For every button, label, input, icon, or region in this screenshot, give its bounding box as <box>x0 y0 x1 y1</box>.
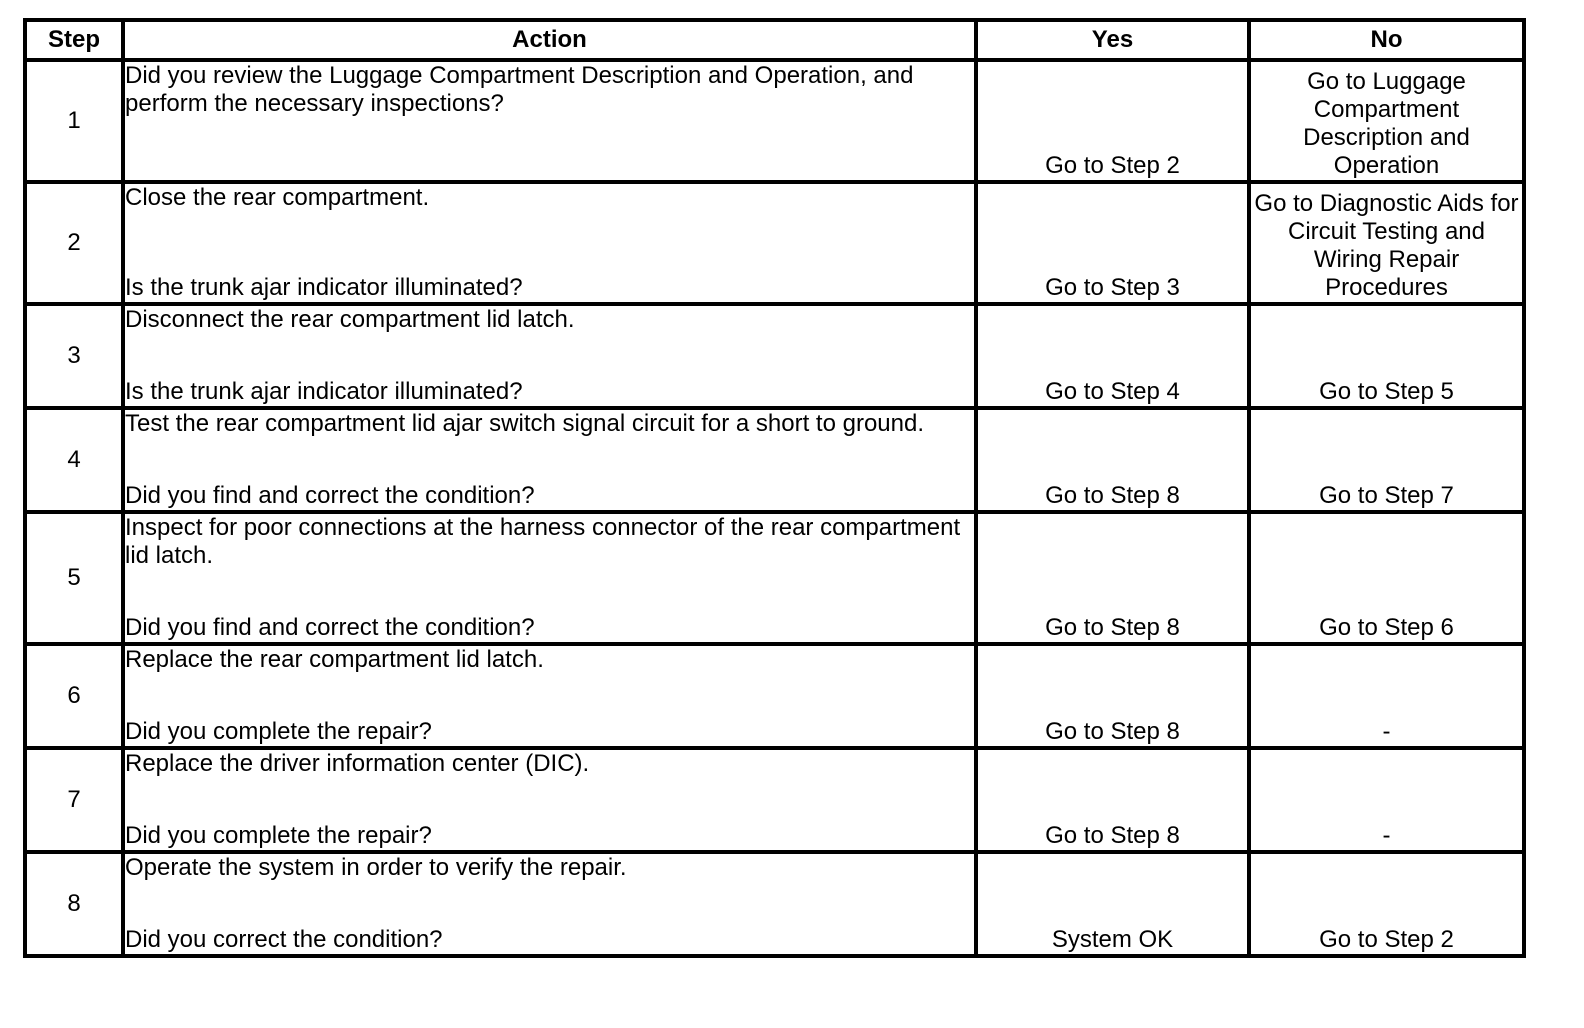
yes-result: Go to Step 8 <box>976 408 1249 512</box>
table-row <box>25 304 1524 408</box>
action-cell <box>123 748 976 852</box>
yes-result: Go to Step 4 <box>976 304 1249 408</box>
action-instruction: Replace the rear compartment lid latch. <box>125 646 544 673</box>
header-no: No <box>1249 20 1524 60</box>
no-result: Go to Diagnostic Aids for Circuit Testing and Wiring Repair Procedures <box>1249 182 1524 304</box>
step-number: 5 <box>25 512 123 644</box>
header-row <box>25 20 1524 60</box>
yes-result: Go to Step 2 <box>976 60 1249 182</box>
no-result: Go to Step 7 <box>1249 408 1524 512</box>
action-question: Is the trunk ajar indicator illuminated? <box>125 274 523 301</box>
table-row <box>25 852 1524 956</box>
step-number: 7 <box>25 748 123 852</box>
no-result: Go to Step 6 <box>1249 512 1524 644</box>
action-question: Did you complete the repair? <box>125 718 432 745</box>
action-question: Did you find and correct the condition? <box>125 614 535 641</box>
no-result: Go to Luggage Compartment Description and Operation <box>1249 60 1524 182</box>
action-instruction: Test the rear compartment lid ajar switch signal circuit for a short to ground. <box>125 410 925 437</box>
action-instruction: Did you review the Luggage Compartment Description and Operation, and perform the necessary inspections? <box>125 62 914 117</box>
no-result: - <box>1249 644 1524 748</box>
table-row <box>25 748 1524 852</box>
yes-result: Go to Step 8 <box>976 512 1249 644</box>
action-cell <box>123 644 976 748</box>
action-cell <box>123 60 976 182</box>
header-action: Action <box>123 20 976 60</box>
diagnostic-table <box>23 18 1526 958</box>
table-row <box>25 408 1524 512</box>
action-question: Did you find and correct the condition? <box>125 482 535 509</box>
action-question: Did you complete the repair? <box>125 822 432 849</box>
step-number: 2 <box>25 182 123 304</box>
step-number: 1 <box>25 60 123 182</box>
step-number: 6 <box>25 644 123 748</box>
action-cell <box>123 512 976 644</box>
action-cell <box>123 852 976 956</box>
yes-result: Go to Step 8 <box>976 748 1249 852</box>
action-cell <box>123 408 976 512</box>
no-result: Go to Step 2 <box>1249 852 1524 956</box>
table-row <box>25 60 1524 182</box>
no-result: Go to Step 5 <box>1249 304 1524 408</box>
action-instruction: Close the rear compartment. <box>125 184 430 211</box>
action-question: Is the trunk ajar indicator illuminated? <box>125 378 523 405</box>
yes-result: Go to Step 3 <box>976 182 1249 304</box>
action-question: Did you correct the condition? <box>125 926 443 953</box>
action-instruction: Disconnect the rear compartment lid latch. <box>125 306 575 333</box>
table-row <box>25 644 1524 748</box>
step-number: 8 <box>25 852 123 956</box>
no-result: - <box>1249 748 1524 852</box>
action-instruction: Operate the system in order to verify the repair. <box>125 854 627 881</box>
action-cell <box>123 182 976 304</box>
header-step: Step <box>25 20 123 60</box>
table-row <box>25 182 1524 304</box>
action-cell <box>123 304 976 408</box>
action-instruction: Replace the driver information center (DIC). <box>125 750 590 777</box>
yes-result: Go to Step 8 <box>976 644 1249 748</box>
step-number: 4 <box>25 408 123 512</box>
action-instruction: Inspect for poor connections at the harness connector of the rear compartment lid latch. <box>125 514 961 569</box>
header-yes: Yes <box>976 20 1249 60</box>
yes-result: System OK <box>976 852 1249 956</box>
step-number: 3 <box>25 304 123 408</box>
table-row <box>25 512 1524 644</box>
